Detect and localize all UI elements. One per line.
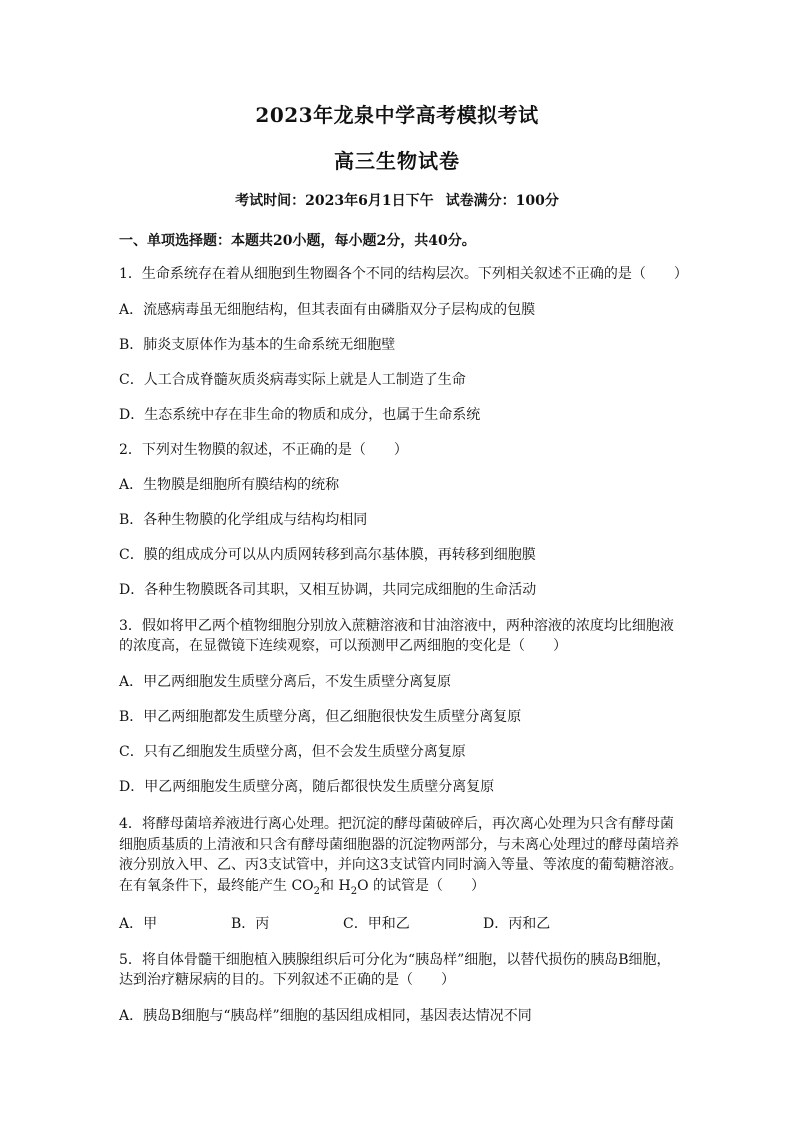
question-4-stem bbox=[119, 814, 684, 902]
full-score: 试卷满分：100分 bbox=[445, 193, 559, 209]
question-5-option-a: A．胰岛B细胞与“胰岛样”细胞的基因组成相同，基因表达情况不同 bbox=[119, 1008, 532, 1024]
question-3-stem bbox=[119, 616, 684, 656]
question-4-option-a: A．甲 bbox=[119, 916, 158, 932]
question-2-stem: 2．下列对生物膜的叙述，不正确的是（ ） bbox=[119, 442, 408, 458]
question-4-option-b: B．丙 bbox=[231, 916, 270, 932]
question-3-stem-line-1: 3．假如将甲乙两个植物细胞分别放入蔗糖溶液和甘油溶液中，两种溶液的浓度均比细胞液 bbox=[119, 618, 674, 634]
question-2-option-a: A．生物膜是细胞所有膜结构的统称 bbox=[119, 477, 340, 493]
exam-subtitle: 高三生物试卷 bbox=[334, 149, 460, 173]
question-1-option-d: D．生态系统中存在非生命的物质和成分，也属于生命系统 bbox=[119, 407, 481, 423]
question-1-option-b: B．肺炎支原体作为基本的生命系统无细胞壁 bbox=[119, 337, 396, 353]
question-2-option-d: D．各种生物膜既各司其职，又相互协调，共同完成细胞的生命活动 bbox=[119, 582, 537, 598]
question-3-option-c: C．只有乙细胞发生质壁分离，但不会发生质壁分离复原 bbox=[119, 744, 466, 760]
question-1-stem: 1．生命系统存在着从细胞到生物圈各个不同的结构层次。下列相关叙述不正确的是（ ） bbox=[119, 266, 688, 282]
question-5-stem bbox=[119, 950, 684, 990]
question-4-options bbox=[119, 914, 550, 934]
question-4-stem-line-1: 4．将酵母菌培养液进行离心处理。把沉淀的酵母菌破碎后，再次离心处理为只含有酵母菌 bbox=[119, 816, 674, 832]
question-5-stem-line-1: 5．将自体骨髓干细胞植入胰腺组织后可分化为“胰岛样”细胞，以替代损伤的胰岛B细胞， bbox=[119, 952, 671, 968]
question-2-option-c: C．膜的组成成分可以从内质网转移到高尔基体膜，再转移到细胞膜 bbox=[119, 547, 536, 563]
question-3-stem-line-2: 的浓度高，在显微镜下连续观察，可以预测甲乙两细胞的变化是（ ） bbox=[119, 638, 567, 654]
question-4-option-c: C．甲和乙 bbox=[343, 916, 410, 932]
question-1-option-c: C．人工合成脊髓灰质炎病毒实际上就是人工制造了生命 bbox=[119, 372, 466, 388]
exam-meta bbox=[0, 190, 794, 210]
question-4-stem-line-3: 液分别放入甲、乙、丙3支试管中，并向这3支试管内同时滴入等量、等浓度的葡萄糖溶液。 bbox=[119, 857, 683, 873]
question-3-option-a: A．甲乙两细胞发生质壁分离后，不发生质壁分离复原 bbox=[119, 674, 452, 690]
section-heading: 一、单项选择题：本题共20小题，每小题2分，共40分。 bbox=[119, 233, 476, 249]
question-4-option-d: D．丙和乙 bbox=[483, 916, 551, 932]
question-4-stem-line-2: 细胞质基质的上清液和只含有酵母菌细胞器的沉淀物两部分，与未离心处理过的酵母菌培养 bbox=[119, 836, 679, 853]
question-3-option-b: B．甲乙两细胞都发生质壁分离，但乙细胞很快发生质壁分离复原 bbox=[119, 709, 522, 725]
exam-title: 2023年龙泉中学高考模拟考试 bbox=[255, 103, 539, 127]
question-2-option-b: B．各种生物膜的化学组成与结构均相同 bbox=[119, 512, 368, 528]
exam-time: 考试时间：2023年6月1日下午 bbox=[235, 193, 434, 209]
question-4-stem-line-4: 在有氧条件下，最终能产生 $CO_2$和 $H_2O$ 的试管是（ ） bbox=[119, 877, 485, 897]
question-5-stem-line-2: 达到治疗糖尿病的目的。下列叙述不正确的是（ ） bbox=[119, 972, 455, 988]
question-1-option-a: A．流感病毒虽无细胞结构，但其表面有由磷脂双分子层构成的包膜 bbox=[119, 302, 536, 318]
question-3-option-d: D．甲乙两细胞发生质壁分离，随后都很快发生质壁分离复原 bbox=[119, 779, 495, 795]
